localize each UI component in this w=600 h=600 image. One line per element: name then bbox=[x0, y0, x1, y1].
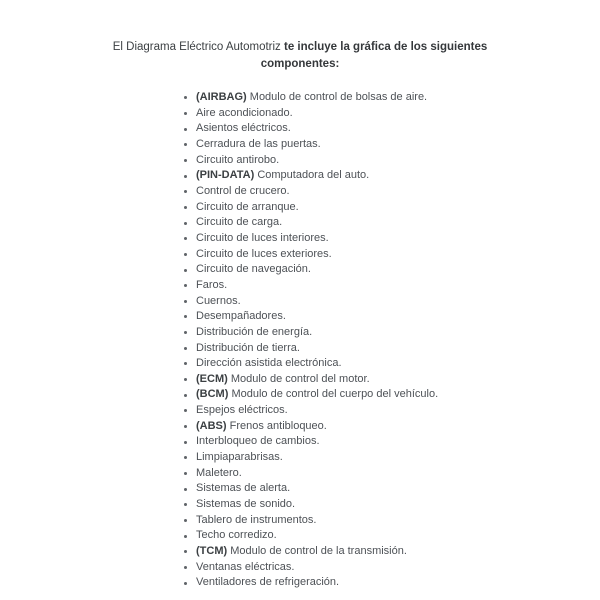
bullet-icon bbox=[184, 159, 187, 162]
component-label: Sistemas de sonido. bbox=[196, 498, 296, 511]
component-label: Tablero de instrumentos. bbox=[196, 513, 317, 526]
bullet-icon bbox=[184, 331, 187, 334]
list-item bbox=[183, 262, 600, 278]
bullet-icon bbox=[184, 378, 187, 381]
component-label: Techo corredizo. bbox=[196, 529, 277, 542]
bullet-icon bbox=[184, 190, 187, 193]
component-label: Dirección asistida electrónica. bbox=[196, 357, 342, 370]
component-label: Frenos antibloqueo. bbox=[229, 419, 327, 432]
list-item bbox=[183, 513, 600, 529]
list-item bbox=[183, 168, 600, 184]
bullet-icon bbox=[184, 456, 187, 459]
bullet-icon bbox=[184, 519, 187, 522]
list-item bbox=[183, 200, 600, 216]
list-item bbox=[183, 341, 600, 357]
component-list bbox=[183, 90, 600, 591]
component-label: Cuernos. bbox=[196, 294, 241, 307]
list-item bbox=[183, 372, 600, 388]
bullet-icon bbox=[184, 300, 187, 303]
bullet-icon bbox=[184, 206, 187, 209]
bullet-icon bbox=[184, 535, 187, 538]
component-label: Control de crucero. bbox=[196, 184, 290, 197]
bullet-icon bbox=[184, 503, 187, 506]
list-item bbox=[183, 106, 600, 122]
bullet-icon bbox=[184, 222, 187, 225]
bullet-icon bbox=[184, 253, 187, 256]
component-label: Circuito de navegación. bbox=[196, 263, 311, 276]
bullet-icon bbox=[184, 112, 187, 115]
list-item bbox=[183, 121, 600, 137]
component-label: Espejos eléctricos. bbox=[196, 404, 288, 417]
list-item bbox=[183, 528, 600, 544]
title-bold-text-line2: componentes: bbox=[260, 58, 340, 70]
component-label: Desempañadores. bbox=[196, 310, 286, 323]
list-item bbox=[183, 278, 600, 294]
component-label: Circuito antirobo. bbox=[196, 153, 280, 166]
title-regular-text: El Diagrama Eléctrico Automotriz bbox=[112, 41, 281, 53]
list-item bbox=[183, 231, 600, 247]
component-code: (ECM) bbox=[196, 372, 231, 385]
bullet-icon bbox=[184, 488, 187, 491]
bullet-icon bbox=[184, 347, 187, 350]
component-label: Interbloqueo de cambios. bbox=[196, 435, 320, 448]
component-label: Modulo de control del cuerpo del vehículo. bbox=[231, 388, 439, 401]
bullet-icon bbox=[184, 284, 187, 287]
list-item bbox=[183, 497, 600, 513]
component-label: Aire acondicionado. bbox=[196, 106, 293, 119]
bullet-icon bbox=[184, 96, 187, 99]
bullet-icon bbox=[184, 143, 187, 146]
component-label: Modulo de control del motor. bbox=[230, 372, 370, 385]
list-item bbox=[183, 560, 600, 576]
component-label: Ventiladores de refrigeración. bbox=[196, 576, 340, 589]
component-label: Faros. bbox=[196, 278, 228, 291]
list-item bbox=[183, 215, 600, 231]
bullet-icon bbox=[184, 472, 187, 475]
list-item bbox=[183, 403, 600, 419]
bullet-icon bbox=[184, 315, 187, 318]
page-title bbox=[90, 0, 510, 73]
component-label: Circuito de luces interiores. bbox=[196, 231, 329, 244]
component-label: Distribución de tierra. bbox=[196, 341, 300, 354]
bullet-icon bbox=[184, 237, 187, 240]
list-item bbox=[183, 481, 600, 497]
list-item bbox=[183, 387, 600, 403]
component-label: Asientos eléctricos. bbox=[196, 122, 291, 135]
component-label: Cerradura de las puertas. bbox=[196, 137, 321, 150]
bullet-icon bbox=[184, 441, 187, 444]
list-item bbox=[183, 434, 600, 450]
bullet-icon bbox=[184, 128, 187, 131]
list-item bbox=[183, 294, 600, 310]
bullet-icon bbox=[184, 362, 187, 365]
bullet-icon bbox=[184, 582, 187, 585]
bullet-icon bbox=[184, 394, 187, 397]
list-item bbox=[183, 544, 600, 560]
title-bold-text-line1: te incluye la gráfica de los siguientes bbox=[284, 41, 488, 53]
list-item bbox=[183, 325, 600, 341]
bullet-icon bbox=[184, 409, 187, 412]
list-item bbox=[183, 137, 600, 153]
list-item bbox=[183, 356, 600, 372]
component-code: (AIRBAG) bbox=[196, 91, 250, 103]
component-label: Circuito de carga. bbox=[196, 216, 283, 229]
list-item bbox=[183, 184, 600, 200]
component-label: Modulo de control de la transmisión. bbox=[230, 545, 407, 558]
bullet-icon bbox=[184, 175, 187, 178]
component-label: Circuito de arranque. bbox=[196, 200, 299, 213]
component-label: Maletero. bbox=[196, 466, 242, 479]
component-label: Sistemas de alerta. bbox=[196, 482, 291, 495]
bullet-icon bbox=[184, 550, 187, 553]
component-code: (ABS) bbox=[196, 419, 230, 432]
component-label: Distribución de energía. bbox=[196, 325, 313, 338]
list-item bbox=[183, 309, 600, 325]
list-item bbox=[183, 247, 600, 263]
list-item bbox=[183, 466, 600, 482]
component-code: (BCM) bbox=[196, 388, 232, 401]
list-item bbox=[183, 90, 600, 106]
bullet-icon bbox=[184, 269, 187, 272]
bullet-icon bbox=[184, 566, 187, 569]
component-label: Circuito de luces exteriores. bbox=[196, 247, 332, 260]
bullet-icon bbox=[184, 425, 187, 428]
component-label: Computadora del auto. bbox=[257, 169, 370, 182]
list-item bbox=[183, 450, 600, 466]
component-label: Limpiaparabrisas. bbox=[196, 451, 283, 464]
component-code: (TCM) bbox=[196, 545, 231, 558]
component-label: Modulo de control de bolsas de aire. bbox=[249, 91, 428, 103]
component-label: Ventanas eléctricas. bbox=[196, 560, 295, 573]
component-code: (PIN-DATA) bbox=[196, 169, 258, 182]
list-item bbox=[183, 575, 600, 591]
list-item bbox=[183, 153, 600, 169]
list-item bbox=[183, 419, 600, 435]
